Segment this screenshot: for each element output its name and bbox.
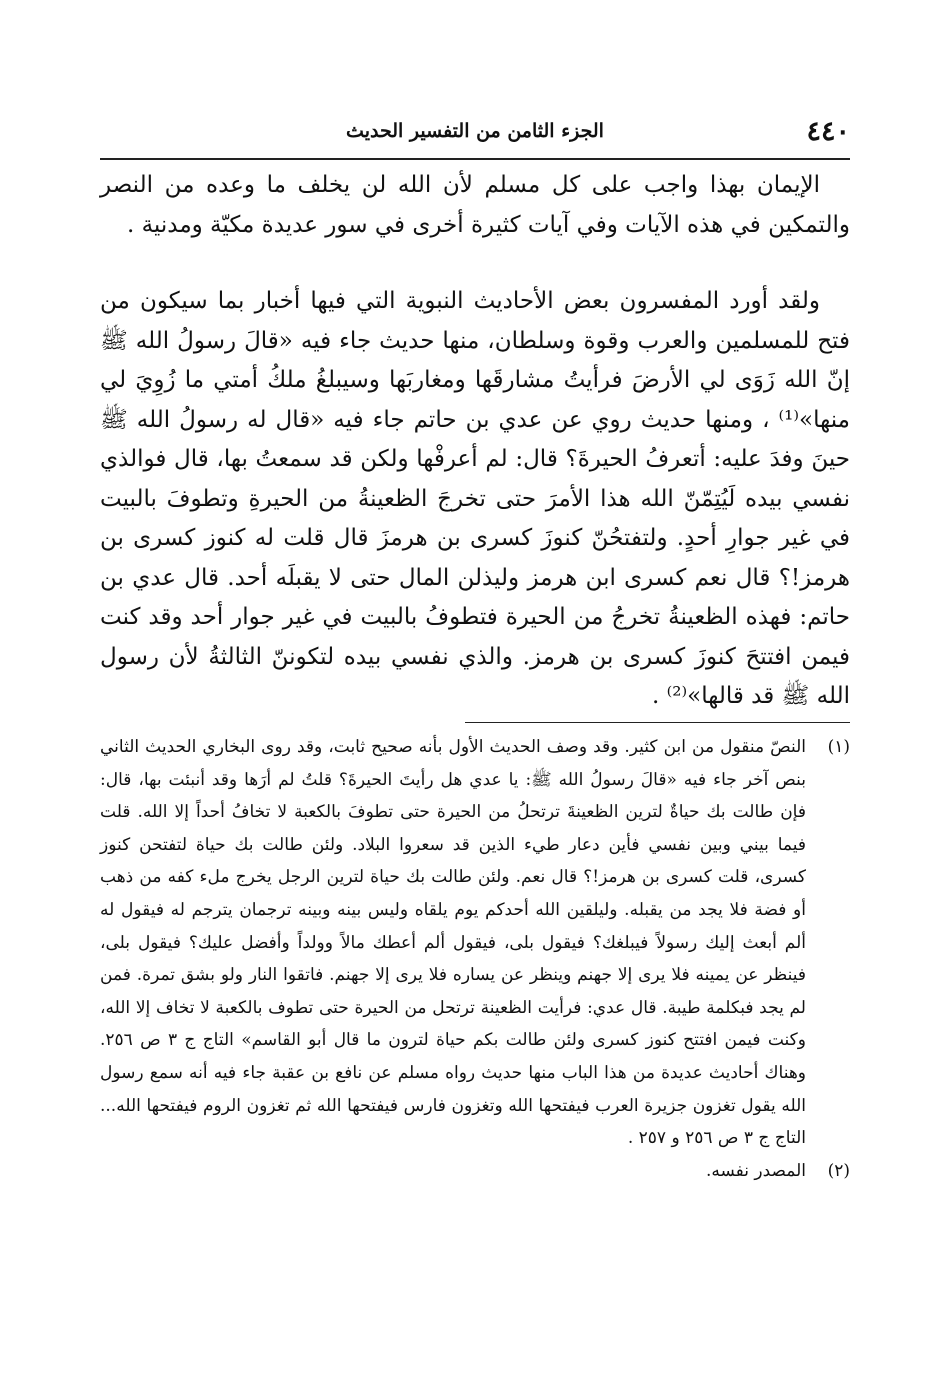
header-rule <box>100 158 850 160</box>
footnote-1-text: النصّ منقول من ابن كثير. وقد وصف الحديث الأول بأنه صحيح ثابت، وقد روى البخاري الحديث الثاني بنص آخر جاء فيه «قالَ رسولُ الله ﷺ: يا عدي هل رأيتَ الحيرةَ؟ قلتُ لم أرَها وقد أنبئت بها، قال: فإن طالت بك حياةٌ لترين الظعينةَ ترتحلُ من الحيرة حتى تطوفَ بالكعبة لا تخافُ أحداً إلا الله. قلت فيما بيني وبين نفسي فأين دعار طيء الذين قد سعروا البلاد. ولئن طالت بك حياة لتفتحن كنوز كسرى، قلت كسرى بن هرمز!؟ قال نعم. ولئن طالت بك حياة لترين الرجل يخرج ملء كفه من ذهب أو فضة فلا يجد من يقبله. وليلقين الله أحدكم يوم يلقاه وليس بينه وبينه ترجمان يترجم له فيقول له ألم أبعث إليك رسولاً فيبلغك؟ فيقول بلى، فيقول ألم أعطك مالاً وولداً وأفضل عليك؟ فيقول بلى، فينظر عن يمينه فلا يرى إلا جهنم وينظر عن يساره فلا يرى إلا جهنم. فاتقوا النار ولو بشق تمرة. فمن لم يجد فبكلمة طيبة. قال عدي: فرأيت الظعينة ترتحل من الحيرة حتى تطوف بالكعبة لا تخاف إلا الله، وكنت فيمن افتتح كنوز كسرى ولئن طالت بكم حياة لترون ما قال أبو القاسم» التاج ج ٣ ص ٢٥٦. وهناك أحاديث عديدة من هذا الباب منها حديث رواه مسلم عن نافع بن عقبة جاء فيه أنه سمع رسول الله يقول تغزون جزيرة العرب فيفتحها الله وتغزون فارس فيفتحها الله ثم تغزون الروم فيفتحها الله... التاج ج ٣ ص ٢٥٦ و ٢٥٧ . <box>100 737 806 1149</box>
running-title: الجزء الثامن من التفسير الحديث <box>346 120 604 142</box>
footnote-rule <box>465 722 850 723</box>
running-header <box>100 112 850 156</box>
paragraph-2: ولقد أورد المفسرون بعض الأحاديث النبوية التي فيها أخبار بما سيكون من فتح للمسلمين والعرب وقوة وسلطان، منها حديث جاء فيه «قالَ رسولُ الله ﷺ إنّ الله زَوَى لي الأرضَ فرأيتُ مشارقَها ومغاربَها وسيبلغُ ملكُ أمتي ما زُوِيَ لي منها»⁽¹⁾ ، ومنها حديث روي عن عدي بن حاتم جاء فيه «قال له رسولُ الله ﷺ حينَ وفدَ عليه: أتعرفُ الحيرةَ؟ قال: لم أعرفْها ولكن قد سمعتُ بها، قال فوالذي نفسي بيده لَيُتِمّنّ الله هذا الأمرَ حتى تخرجَ الظعينةُ من الحيرةِ وتطوفَ بالبيت في غير جوارِ أحدٍ. ولتفتحُنّ كنوزَ كسرى بن هرمزَ قال قلت له كنوز كسرى بن هرمز!؟ قال نعم كسرى ابن هرمز وليذلن المال حتى لا يقبلَه أحد. قال عدي بن حاتم: فهذه الظعينةُ تخرجُ من الحيرة فتطوفُ بالبيت في غير جوار أحد وقد كنت فيمن افتتحَ كنوزَ كسرى بن هرمز. والذي نفسي بيده لتكوننّ الثالثةُ لأن رسول الله ﷺ قد قالها»⁽²⁾ . <box>100 288 850 709</box>
footnote-2 <box>100 1155 850 1188</box>
footnote-1-marker: (١) <box>827 737 850 757</box>
footnote-1 <box>100 731 850 1155</box>
footnote-2-text: المصدر نفسه. <box>705 1160 806 1181</box>
main-text <box>100 166 850 717</box>
footnotes <box>100 731 850 1187</box>
paragraph-1: الإيمان بهذا واجب على كل مسلم لأن الله لن يخلف ما وعده من النصر والتمكين في هذه الآيات وفي آيات كثيرة أخرى في سور عديدة مكيّة ومدنية . <box>100 172 850 238</box>
page-number: ٤٤٠ <box>806 116 850 147</box>
footnote-2-marker: (٢) <box>827 1160 850 1181</box>
